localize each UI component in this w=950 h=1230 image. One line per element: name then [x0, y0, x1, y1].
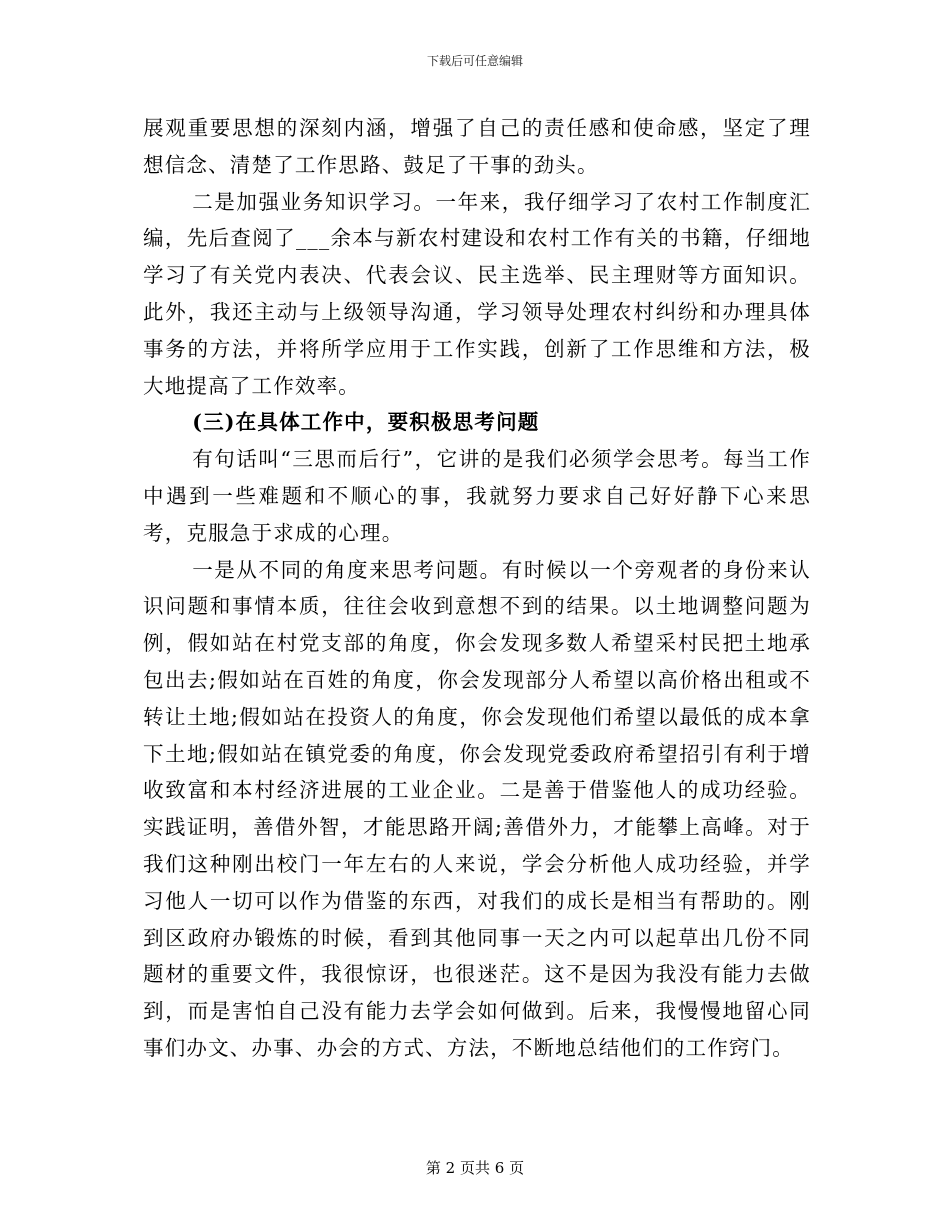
page-header: 下载后可任意编辑	[426, 54, 523, 68]
paragraph-different-angles: 一是从不同的角度来思考问题。有时候以一个旁观者的身份来认识问题和事情本质，往往会收到意想不到的结果。以土地调整问题为例，假如站在村党支部的角度，你会发现多数人希望采村民把土地承包出去;假如站在百姓的角度，你会发现部分人希望以高价格出租或不转让土地;假如站在投资人的角度，你会发现他们希望以最低的成本拿下土地;假如站在镇党委的角度，你会发现党委政府希望招引有利于增收致富和本村经济进展的工业企业。二是善于借鉴他人的成功经验。实践证明，善借外智，才能思路开阔;善借外力，才能攀上高峰。对于我们这种刚出校门一年左右的人来说，学会分析他人成功经验，并学习他人一切可以作为借鉴的东西，对我们的成长是相当有帮助的。刚到区政府办锻炼的时候，看到其他同事一天之内可以起草出几份不同题材的重要文件，我很惊讶，也很迷茫。这不是因为我没有能力去做到，而是害怕自己没有能力去学会如何做到。后来，我慢慢地留心同事们办文、办事、办会的方式、方法，不断地总结他们的工作窍门。	[143, 557, 811, 1060]
paragraph-think-before-act: 有句话叫“三思而后行”，它讲的是我们必须学会思考。每当工作中遇到一些难题和不顺心的事，我就努力要求自己好好静下心来思考，克服急于求成的心理。	[143, 447, 811, 545]
page-number-footer: 第 2 页共 6 页	[425, 1159, 525, 1177]
document-body	[143, 110, 811, 1067]
section-heading: (三)在具体工作中，要积极思考问题	[192, 410, 540, 435]
paragraph-business-study: 二是加强业务知识学习。一年来，我仔细学习了农村工作制度汇编，先后查阅了___余本与新农村建设和农村工作有关的书籍，仔细地学习了有关党内表决、代表会议、民主选举、民主理财等方面知识。此外，我还主动与上级领导沟通，学习领导处理农村纠纷和办理具体事务的方法，并将所学应用于工作实践，创新了工作思维和方法，极大地提高了工作效率。	[143, 189, 811, 398]
paragraph-continuation: 展观重要思想的深刻内涵，增强了自己的责任感和使命感，坚定了理想信念、清楚了工作思路、鼓足了干事的劲头。	[143, 116, 811, 177]
